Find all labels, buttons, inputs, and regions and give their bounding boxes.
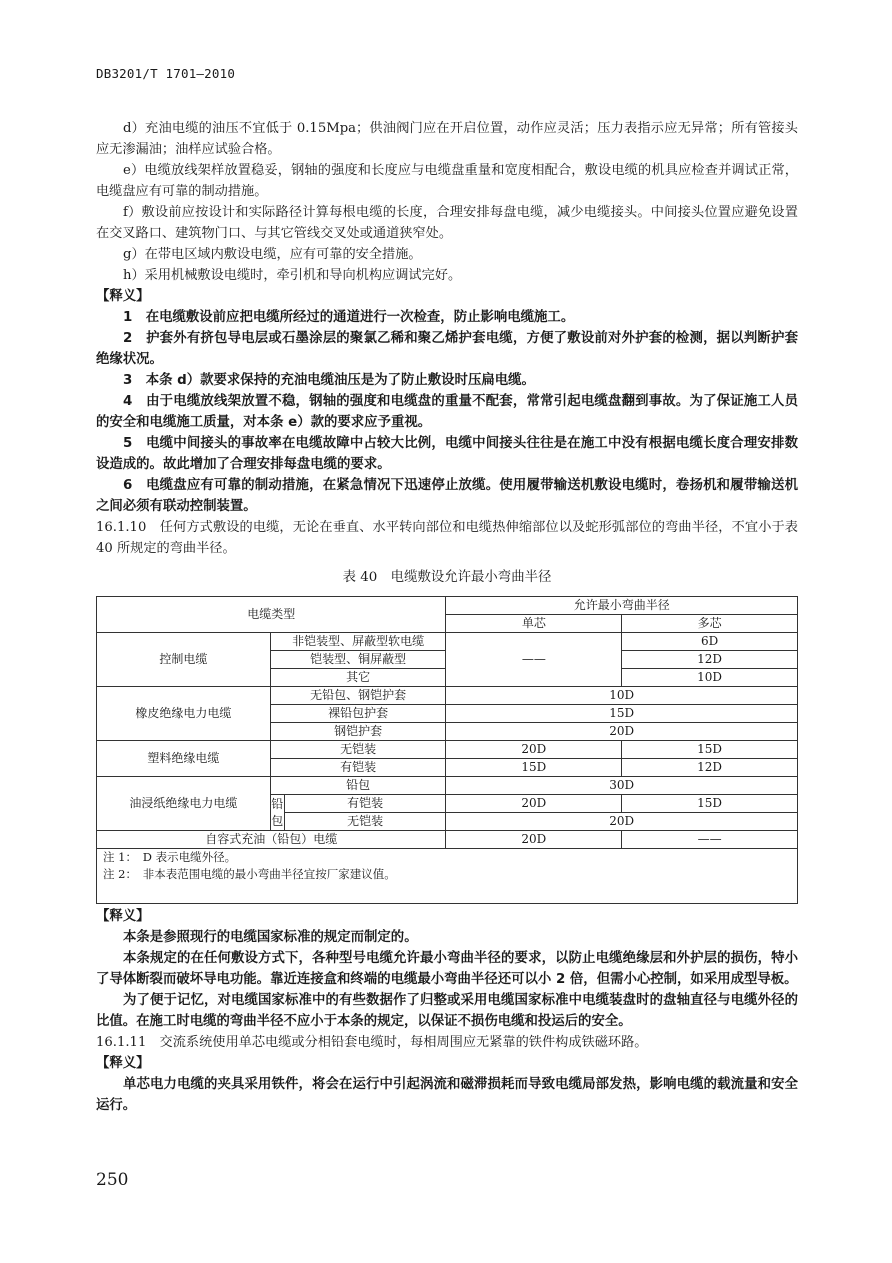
shiyi-heading-1: 【释义】 [96,289,150,304]
cell-subtype: 其它 [270,669,446,687]
cell-value: 30D [446,777,798,795]
cell-value: 20D [446,795,622,813]
page-body [96,118,798,1116]
clause-16-1-10: 16.1.10 任何方式敷设的电缆，无论在垂直、水平转向部位和电缆热伸缩部位以及蛇形弧部位的弯曲半径，不宜小于表 40 所规定的弯曲半径。 [96,520,798,556]
lead-char: 铅 [271,796,284,811]
row-self-contained-oil-cable: 自容式充油（铅包）电缆 [97,831,446,849]
shiyi1-item: 2 护套外有挤包导电层或石墨涂层的聚氯乙稀和聚乙烯护套电缆，方便了敷设前对外护套的检测，据以判断护套绝缘状况。 [96,331,798,367]
cell-value: 15D [446,759,622,777]
cell-value: 12D [622,651,798,669]
document-header-id: DB3201/T 1701—2010 [96,66,236,81]
clause-f: f）敷设前应按设计和实际路径计算每根电缆的长度，合理安排每盘电缆，减少电缆接头。中间接头位置应避免设置在交叉路口、建筑物门口、与其它管线交叉处或通道狭窄处。 [96,205,798,241]
clause-h: h）采用机械敷设电缆时，牵引机和导向机构应调试完好。 [123,268,462,283]
clause-16-1-11: 16.1.11 交流系统使用单芯电缆或分相铅套电缆时，每相周围应无紧靠的铁件构成铁磁环路。 [96,1035,648,1050]
clause-e: e）电缆放线架样放置稳妥，钢轴的强度和长度应与电缆盘重量和宽度相配合，敷设电缆的机具应检查并调试正常，电缆盘应有可靠的制动措施。 [96,163,798,199]
shiyi-heading-3: 【释义】 [96,1056,150,1071]
cell-value: 20D [446,723,798,741]
shiyi1-item: 3 本条 d）款要求保持的充油电缆油压是为了防止敷设时压扁电缆。 [123,373,535,388]
shiyi-heading-2: 【释义】 [96,909,150,924]
table-title: 表 40 电缆敷设允许最小弯曲半径 [342,570,552,585]
header-min-radius: 允许最小弯曲半径 [446,597,798,615]
shiyi2-item: 本条规定的在任何敷设方式下，各种型号电缆允许最小弯曲半径的要求，以防止电缆绝缘层和外护层的损伤，特小了导体断裂而破坏导电功能。靠近连接盒和终端的电缆最小弯曲半径还可以小 2 倍，但需小心控制，如采用成型导板。 [96,951,798,987]
cell-value: 15D [622,795,798,813]
cell-subtype: 铠装型、铜屏蔽型 [270,651,446,669]
shiyi3-item: 单芯电力电缆的夹具采用铁件，将会在运行中引起涡流和磁滞损耗而导致电缆局部发热，影响电缆的载流量和安全运行。 [96,1077,798,1113]
cell-value: 15D [622,741,798,759]
row-control-cable: 控制电缆 [97,633,271,687]
shiyi1-item: 5 电缆中间接头的事故率在电缆故障中占较大比例，电缆中间接头往往是在施工中没有根据电缆长度合理安排数设造成的。故此增加了合理安排每盘电缆的要求。 [96,436,798,472]
cell-subtype: 无铠装 [270,741,446,759]
clause-g: g）在带电区域内敷设电缆，应有可靠的安全措施。 [123,247,422,262]
shiyi2-item: 本条是参照现行的电缆国家标准的规定而制定的。 [123,930,418,945]
cell-value: 10D [622,669,798,687]
cell-value: 20D [446,741,622,759]
shiyi1-item: 6 电缆盘应有可靠的制动措施，在紧急情况下迅速停止放缆。使用履带输送机敷设电缆时，卷扬机和履带输送机之间必须有联动控制装置。 [96,478,798,514]
cell-value: 20D [446,813,798,831]
table-note: 注 2： 非本表范围电缆的最小弯曲半径宜按厂家建议值。 [103,867,396,881]
shiyi1-item: 4 由于电缆放线架放置不稳，钢轴的强度和电缆盘的重量不配套，常常引起电缆盘翻到事故。为了保证施工人员的安全和电缆施工质量，对本条 e）款的要求应予重视。 [96,394,798,430]
table-note: 注 1： D 表示电缆外径。 [103,850,237,864]
header-multi-core: 多芯 [622,615,798,633]
header-cable-type: 电缆类型 [97,597,446,633]
cell-value: 10D [446,687,798,705]
sheath-char: 包 [271,813,284,828]
row-plastic-cable: 塑料绝缘电缆 [97,741,271,777]
cell-subtype: 裸铅包护套 [270,705,446,723]
table-notes [97,849,798,904]
cell-subtype: 铅包 [270,777,446,795]
cell-subtype: 钢铠护套 [270,723,446,741]
page-number: 250 [96,1170,129,1190]
header-single-core: 单芯 [446,615,622,633]
cell-value: —— [622,831,798,849]
bending-radius-table [96,596,798,904]
row-rubber-cable: 橡皮绝缘电力电缆 [97,687,271,741]
cell-value: —— [446,633,622,687]
cell-subtype: 无铅包、钢铠护套 [270,687,446,705]
cell-value: 6D [622,633,798,651]
row-oil-paper-cable: 油浸纸绝缘电力电缆 [97,777,271,831]
cell-value: 20D [446,831,622,849]
shiyi2-item: 为了便于记忆，对电缆国家标准中的有些数据作了归整或采用电缆国家标准中电缆装盘时的盘轴直径与电缆外径的比值。在施工时电缆的弯曲半径不应小于本条的规定，以保证不损伤电缆和投运后的安全。 [96,993,798,1029]
cell-lead-sheath-label [270,795,284,831]
cell-value: 12D [622,759,798,777]
cell-subtype: 非铠装型、屏蔽型软电缆 [270,633,446,651]
shiyi1-item: 1 在电缆敷设前应把电缆所经过的通道进行一次检查，防止影响电缆施工。 [123,310,575,325]
cell-subtype: 无铠装 [284,813,446,831]
cell-value: 15D [446,705,798,723]
cell-subtype: 有铠装 [284,795,446,813]
clause-d: d）充油电缆的油压不宜低于 0.15Mpa；供油阀门应在开启位置，动作应灵活；压力表指示应无异常；所有管接头应无渗漏油；油样应试验合格。 [96,121,798,157]
cell-subtype: 有铠装 [270,759,446,777]
